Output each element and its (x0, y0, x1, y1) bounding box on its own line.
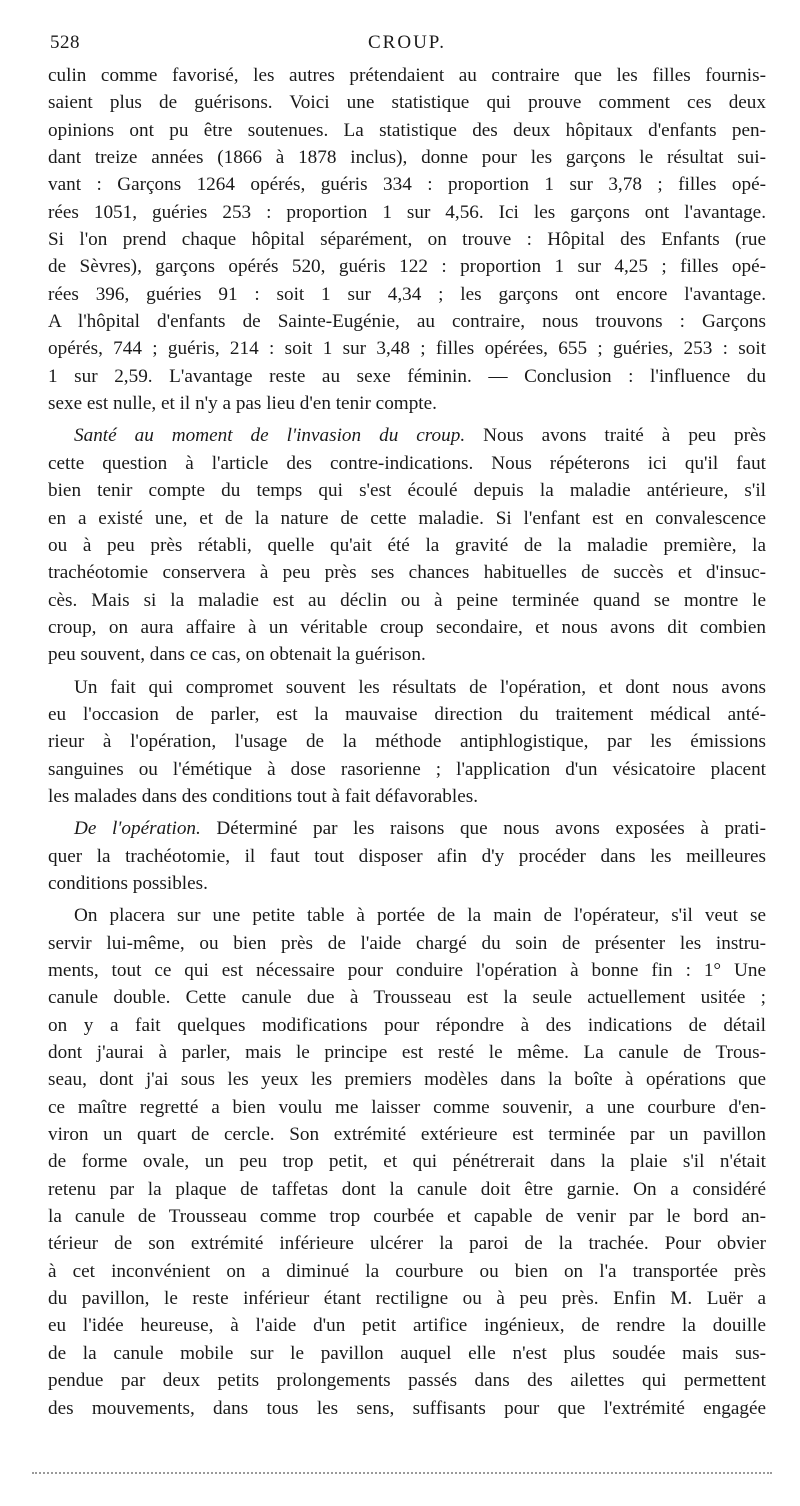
text-body (48, 62, 766, 1422)
running-title: CROUP. (368, 32, 446, 53)
text-line: croup, on aura affaire à un véritable croup secondaire, et nous avons dit combien (48, 616, 766, 638)
footer-dotted-rule (32, 1472, 772, 1474)
text-line: à cet inconvénient on a diminué la courbure ou bien on l'a transportée près (48, 1260, 766, 1282)
text-line-lead (48, 815, 766, 842)
paragraph-canula (48, 902, 766, 1422)
section-lead-health: Santé au moment de l'invasion du croup. (74, 425, 466, 447)
text-line: pendue par deux petits prolongements passés dans des ailettes qui permettent (48, 1370, 766, 1392)
text-line: on y a fait quelques modifications pour répondre à des indications de détail (48, 1014, 766, 1036)
paragraph-medical-treatment (48, 674, 766, 811)
text-line: seau, dont j'ai sous les yeux les premiers modèles dans la boîte à opérations que (48, 1069, 766, 1091)
text-line: A l'hôpital d'enfants de Sainte-Eugénie, au contraire, nous trouvons : Garçons (48, 311, 766, 333)
text-line: térieur de son extrémité inférieure ulcérer la paroi de la trachée. Pour obvier (48, 1233, 766, 1255)
text-line: la canule de Trousseau comme trop courbée et capable de venir par le bord an- (48, 1206, 766, 1228)
text-line: les malades dans des conditions tout à fait défavorables. (48, 785, 478, 807)
paragraph-operation (48, 815, 766, 897)
text-line: canule double. Cette canule due à Trousseau est la seule actuellement usitée ; (48, 987, 766, 1009)
text-line: sanguines ou l'émétique à dose rasorienne ; l'application d'un vésicatoire placent (48, 758, 766, 780)
text-line: peu souvent, dans ce cas, on obtenait la guérison. (48, 644, 426, 666)
text-line: Un fait qui compromet souvent les résultats de l'opération, et dont nous avons (74, 676, 766, 698)
text-line: de la canule mobile sur le pavillon auquel elle n'est plus soudée mais sus- (48, 1342, 766, 1364)
book-page (48, 0, 766, 1506)
text-line: opinions ont pu être soutenues. La statistique des deux hôpitaux d'enfants pen- (48, 119, 766, 141)
text-line: sexe est nulle, et il n'y a pas lieu d'en tenir compte. (48, 393, 437, 415)
text-line: cette question à l'article des contre-indications. Nous répéterons ici qu'il faut (48, 452, 766, 474)
text-fragment: Nous avons traité à peu près (465, 425, 766, 447)
text-line: retenu par la plaque de taffetas dont la canule doit être garnie. On a considéré (48, 1178, 766, 1200)
text-line: de Sèvres), garçons opérés 520, guéris 122 : proportion 1 sur 4,25 ; filles opé- (48, 256, 766, 278)
text-line: conditions possibles. (48, 872, 208, 894)
text-line: cès. Mais si la maladie est au déclin ou à peine terminée quand se montre le (48, 589, 766, 611)
text-line: du pavillon, le reste inférieur étant rectiligne ou à peu près. Enfin M. Luër a (48, 1288, 766, 1310)
text-line: 1 sur 2,59. L'avantage reste au sexe féminin. — Conclusion : l'influence du (48, 365, 766, 387)
text-line: Si l'on prend chaque hôpital séparément, on trouve : Hôpital des Enfants (rue (48, 229, 766, 251)
text-line: de forme ovale, un peu trop petit, et qui pénétrerait dans la plaie s'il n'était (48, 1151, 766, 1173)
section-lead-operation: De l'opération. (74, 818, 201, 840)
text-line: On placera sur une petite table à portée de la main de l'opérateur, s'il veut se (74, 905, 766, 927)
text-line: en a existé une, et de la nature de cette maladie. Si l'enfant est en convalescence (48, 507, 766, 529)
text-line: ou à peu près rétabli, quelle qu'ait été la gravité de la maladie première, la (48, 534, 766, 556)
text-line: viron un quart de cercle. Son extrémité extérieure est terminée par un pavillon (48, 1124, 766, 1146)
text-line-lead (48, 422, 766, 449)
text-line: saient plus de guérisons. Voici une statistique qui prouve comment ces deux (48, 92, 766, 114)
text-line: dant treize années (1866 à 1878 inclus), donne pour les garçons le résultat sui- (48, 147, 766, 169)
paragraph-statistics (48, 62, 766, 417)
text-line: eu l'idée heureuse, à l'aide d'un petit artifice ingénieux, de rendre la douille (48, 1315, 766, 1337)
text-line: culin comme favorisé, les autres prétendaient au contraire que les filles fournis- (48, 65, 766, 86)
text-line: eu l'occasion de parler, est la mauvaise direction du traitement médical anté- (48, 703, 766, 725)
paragraph-health-at-onset (48, 422, 766, 668)
text-line: dont j'aurai à parler, mais le principe est resté le même. La canule de Trous- (48, 1042, 766, 1064)
text-line: rieur à l'opération, l'usage de la méthode antiphlogistique, par les émissions (48, 731, 766, 753)
text-line: ments, tout ce qui est nécessaire pour conduire l'opération à bonne fin : 1° Une (48, 960, 766, 981)
text-line: des mouvements, dans tous les sens, suffisants pour que l'extrémité engagée (48, 1397, 766, 1419)
text-line: opérés, 744 ; guéris, 214 : soit 1 sur 3,48 ; filles opérées, 655 ; guéries, 253 : soit (48, 338, 766, 360)
text-line: vant : Garçons 1264 opérés, guéris 334 : proportion 1 sur 3,78 ; filles opé- (48, 174, 766, 196)
text-line: servir lui-même, ou bien près de l'aide chargé du soin de présenter les instru- (48, 932, 766, 954)
text-line: rées 396, guéries 91 : soit 1 sur 4,34 ; les garçons ont encore l'avantage. (48, 283, 766, 305)
text-line: ce maître regretté a bien voulu me laisser comme souvenir, a une courbure d'en- (48, 1096, 766, 1118)
text-line: rées 1051, guéries 253 : proportion 1 sur 4,56. Ici les garçons ont l'avantage. (48, 201, 766, 223)
text-fragment: Déterminé par les raisons que nous avons exposées à prati- (200, 818, 766, 840)
text-line: quer la trachéotomie, il faut tout disposer afin d'y procéder dans les meilleures (48, 845, 766, 867)
page-number: 528 (50, 32, 80, 53)
text-line: bien tenir compte du temps qui s'est écoulé depuis la maladie antérieure, s'il (48, 480, 766, 502)
text-line: trachéotomie conservera à peu près ses chances habituelles de succès et d'insuc- (48, 562, 766, 584)
page-header (48, 0, 766, 60)
